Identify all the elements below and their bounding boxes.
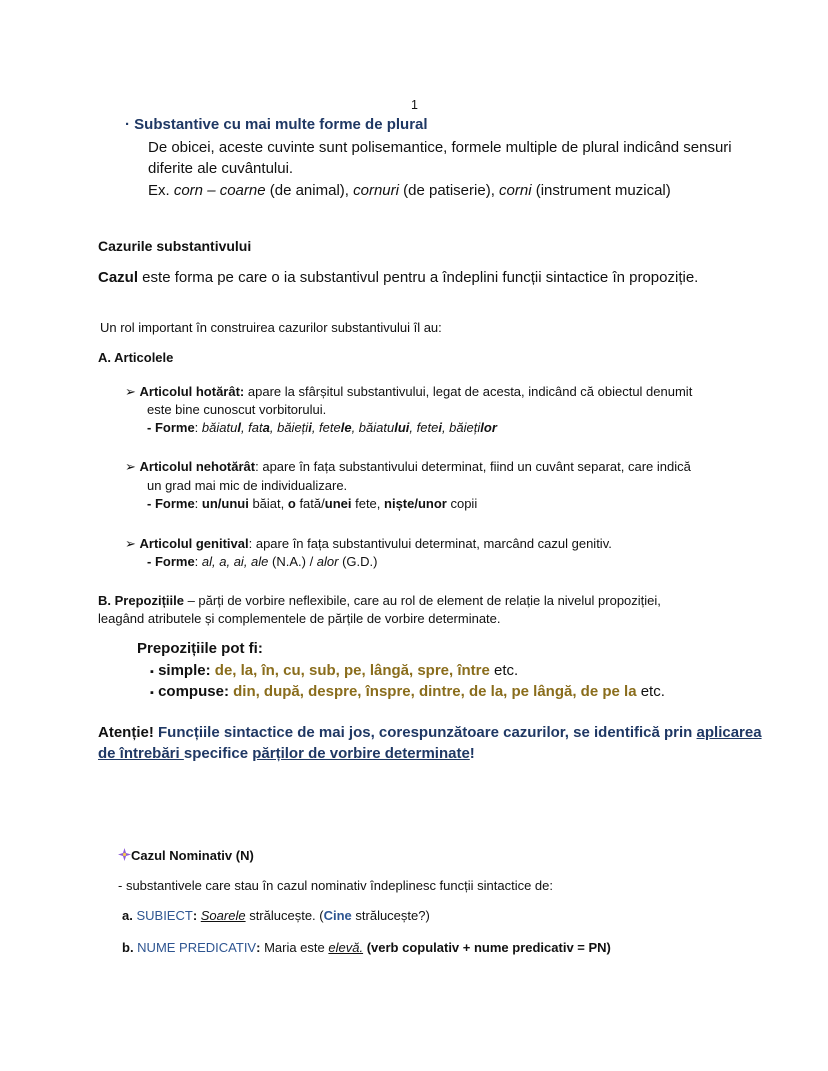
form-segment: , băiatu bbox=[351, 420, 395, 435]
form-segment: i bbox=[308, 420, 312, 435]
prepositions-simple: ▪ simple: de, la, în, cu, sub, pe, lângă, spre, între etc. bbox=[150, 662, 519, 679]
example-animal: (de animal), bbox=[265, 182, 354, 199]
article-genitival-title: Articolul genitival bbox=[139, 536, 249, 551]
simple-label: simple bbox=[158, 662, 206, 679]
subiect-question: Cine bbox=[323, 908, 352, 923]
article-nehotarat-title: Articolul nehotărât bbox=[139, 459, 256, 474]
prepositions-pot-fi: Prepozițiile pot fi: bbox=[137, 640, 263, 657]
form-copii: copii bbox=[446, 496, 478, 511]
forms-colon: : bbox=[194, 420, 202, 435]
form-segment: lui bbox=[394, 420, 410, 435]
cases-intro: Un rol important în construirea cazurilor substantivului îl au: bbox=[100, 320, 442, 335]
nume-predicativ-text: Maria este bbox=[264, 940, 329, 955]
compuse-label: compuse bbox=[158, 683, 224, 700]
attention-link-parti[interactable]: părților de vorbire determinate bbox=[252, 745, 470, 762]
form-gd: (G.D.) bbox=[338, 554, 378, 569]
article-hotarat bbox=[125, 384, 692, 400]
nominativ-nume-predicativ bbox=[122, 940, 611, 955]
nume-predicativ-label: NUME PREDICATIV bbox=[137, 940, 257, 955]
form-niste: niște/unor bbox=[384, 496, 447, 511]
form-fete: fete, bbox=[351, 496, 385, 511]
forms-colon: : bbox=[194, 554, 202, 569]
arrow-bullet-icon: ➢ bbox=[125, 459, 136, 474]
article-hotarat-title: Articolul hotărât: bbox=[139, 384, 245, 399]
article-hotarat-text1: apare la sfârșitul substantivului, legat de acesta, indicând că obiectul denumit bbox=[244, 384, 693, 399]
example-prefix: Ex. bbox=[148, 182, 174, 199]
form-o: o bbox=[287, 496, 296, 511]
attention-line1 bbox=[98, 724, 762, 741]
attention-excl: ! bbox=[469, 745, 475, 762]
arrow-bullet-icon: ➢ bbox=[125, 384, 136, 399]
form-unei: unei bbox=[324, 496, 352, 511]
simple-etc: etc. bbox=[489, 662, 519, 679]
form-segment: i bbox=[438, 420, 442, 435]
form-un: un/unui bbox=[201, 496, 249, 511]
plural-example bbox=[148, 182, 671, 199]
attention-line2 bbox=[98, 745, 475, 762]
nominativ-title: Cazul Nominativ (N) bbox=[131, 848, 254, 863]
article-nehotarat-text2: un grad mai mic de individualizare. bbox=[147, 478, 348, 493]
article-nehotarat-forms bbox=[147, 496, 477, 511]
square-bullet-icon: ▪ bbox=[150, 687, 154, 699]
square-bullet-icon: ▪ bbox=[150, 666, 154, 678]
nume-predicativ-colon: : bbox=[256, 940, 265, 955]
form-al: al, a, ai, ale bbox=[201, 554, 269, 569]
prepositions-compuse: ▪ compuse: din, după, despre, înspre, dintre, de la, pe lângă, de pe la etc. bbox=[150, 683, 665, 700]
compuse-etc: etc. bbox=[636, 683, 665, 700]
nume-predicativ-word: elevă. bbox=[328, 940, 364, 955]
form-segment: băiatu bbox=[201, 420, 238, 435]
simple-list: de, la, în, cu, sub, pe, lângă, spre, între bbox=[214, 662, 490, 679]
compuse-list: din, după, despre, înspre, dintre, de la, pe lângă, de pe la bbox=[233, 683, 637, 700]
prepositions-line1 bbox=[98, 593, 661, 608]
form-segment: l bbox=[237, 420, 241, 435]
plural-text-line2: diferite ale cuvântului. bbox=[148, 160, 294, 177]
item-b-prefix: b. bbox=[122, 940, 138, 955]
nominativ-intro: - substantivele care stau în cazul nominativ îndeplinesc funcții sintactice de: bbox=[118, 878, 554, 893]
subiect-question-rest: strălucește?) bbox=[351, 908, 430, 923]
plural-text-line1: De obicei, aceste cuvinte sunt polisemantice, formele multiple de plural indicând sensuri bbox=[148, 139, 732, 156]
arrow-bullet-icon: ➢ bbox=[125, 536, 136, 551]
nominativ-heading bbox=[118, 848, 254, 863]
forms-label: - Forme bbox=[147, 554, 195, 569]
article-hotarat-text2: este bine cunoscut vorbitorului. bbox=[147, 402, 327, 417]
page-number: 1 bbox=[411, 98, 418, 112]
subiect-word: Soarele bbox=[200, 908, 246, 923]
subiect-rest: strălucește. ( bbox=[245, 908, 324, 923]
article-genitival bbox=[125, 536, 612, 552]
article-nehotarat-text1: : apare în fața substantivului determinat, fiind un cuvânt separat, care indică bbox=[255, 459, 691, 474]
form-segment: a bbox=[262, 420, 270, 435]
attention-label: Atenție! bbox=[98, 724, 154, 741]
prepositions-line2: leagând atributele și complementele de părțile de vorbire determinate. bbox=[98, 611, 501, 626]
forms-colon: : bbox=[194, 496, 202, 511]
form-segment: , fete bbox=[409, 420, 439, 435]
article-genitival-forms bbox=[147, 554, 377, 569]
form-fata: fată/ bbox=[295, 496, 325, 511]
form-segment: , băieți bbox=[441, 420, 481, 435]
example-corn: corn – coarne bbox=[173, 182, 266, 199]
form-baiat: băiat, bbox=[248, 496, 288, 511]
example-cornuri: cornuri bbox=[353, 182, 399, 199]
article-nehotarat bbox=[125, 459, 691, 475]
attention-text2: specifice bbox=[183, 745, 253, 762]
cases-definition bbox=[98, 269, 698, 286]
example-patiserie: (de patiserie), bbox=[398, 182, 500, 199]
article-hotarat-forms bbox=[147, 420, 497, 435]
cases-def-rest: este forma pe care o ia substantivul pentru a îndeplini funcții sintactice în propoziție. bbox=[138, 269, 699, 286]
article-hotarat-forms-list bbox=[202, 420, 497, 435]
prepositions-heading: B. Prepozițiile bbox=[98, 593, 184, 608]
form-segment: , băieți bbox=[269, 420, 309, 435]
item-a-prefix: a. bbox=[122, 908, 137, 923]
attention-text1: Funcțiile sintactice de mai jos, corespunzătoare cazurilor, se identifică prin bbox=[153, 724, 697, 741]
attention-link-aplicarea[interactable]: aplicarea bbox=[696, 724, 762, 741]
cases-heading: Cazurile substantivului bbox=[98, 238, 252, 254]
form-segment: lor bbox=[480, 420, 497, 435]
subiect-colon: : bbox=[192, 908, 201, 923]
plural-heading: · Substantive cu mai multe forme de plural bbox=[125, 116, 428, 133]
attention-link-intrebari[interactable]: de întrebări bbox=[98, 745, 184, 762]
sparkle-icon bbox=[118, 848, 131, 861]
form-na: (N.A.) / bbox=[268, 554, 317, 569]
subiect-label: SUBIECT bbox=[136, 908, 193, 923]
form-segment: le bbox=[340, 420, 352, 435]
form-segment: , fete bbox=[311, 420, 341, 435]
article-genitival-text1: : apare în fața substantivului determinat, marcând cazul genitiv. bbox=[248, 536, 612, 551]
forms-label: - Forme bbox=[147, 496, 195, 511]
prepositions-text1: – părți de vorbire neflexibile, care au rol de element de relație la nivelul propoziției, bbox=[183, 593, 661, 608]
forms-label: - Forme bbox=[147, 420, 195, 435]
form-segment: , fat bbox=[240, 420, 263, 435]
cases-def-bold: Cazul bbox=[98, 269, 139, 286]
example-corni: corni bbox=[499, 182, 532, 199]
form-alor: alor bbox=[316, 554, 339, 569]
articles-heading: A. Articolele bbox=[98, 350, 174, 365]
example-instrument: (instrument muzical) bbox=[531, 182, 671, 199]
nominativ-subiect bbox=[122, 908, 430, 923]
nume-predicativ-rest: (verb copulativ + nume predicativ = PN) bbox=[363, 940, 611, 955]
